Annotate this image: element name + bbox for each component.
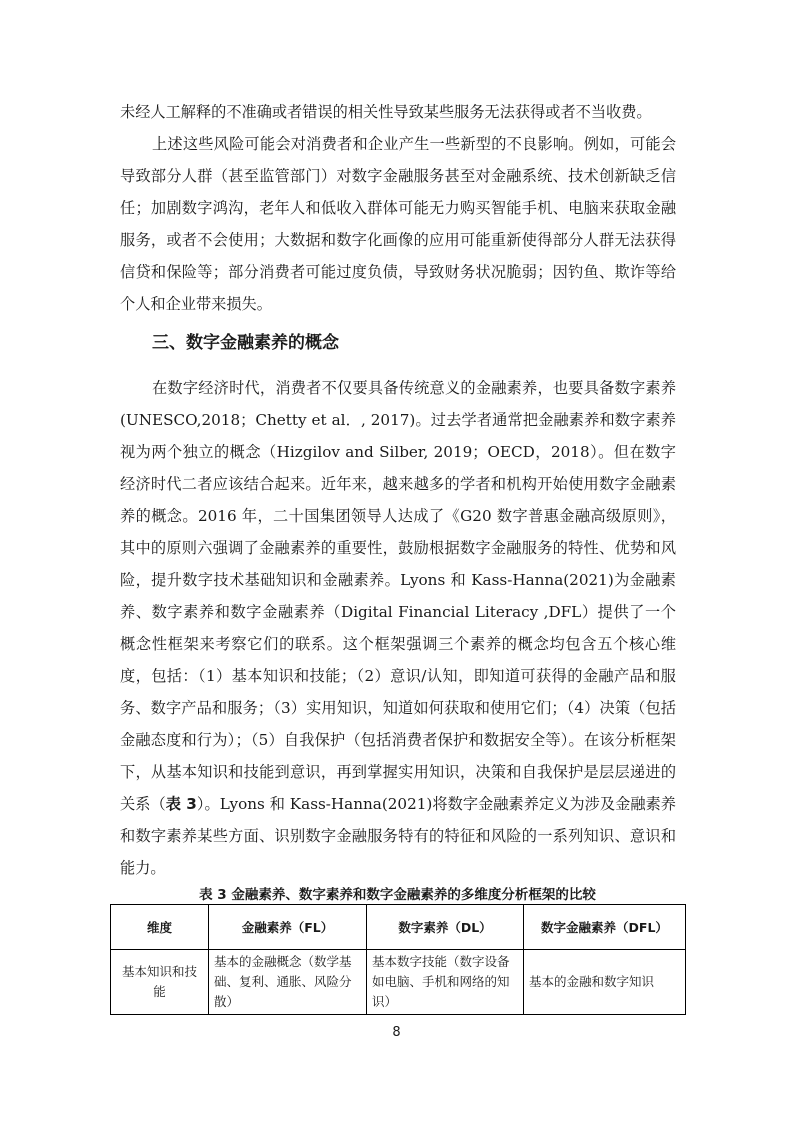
body-text-top — [120, 96, 676, 320]
table-header: 数字素养（DL） — [367, 905, 524, 950]
table-cell: 基本知识和技能 — [111, 950, 209, 1015]
table-cell: 基本数字技能（数字设备如电脑、手机和网络的知识） — [367, 950, 524, 1015]
comparison-table — [110, 904, 686, 1015]
paragraph-main — [120, 372, 676, 884]
table-header: 维度 — [111, 905, 209, 950]
table-cell: 基本的金融概念（数学基础、复利、通胀、风险分散） — [209, 950, 367, 1015]
paragraph-text: 在数字经济时代，消费者不仅要具备传统意义的金融素养，也要具备数字素养(UNESCO,2018；Chetty et al．, 2017)。过去学者通常把金融素养和数字素养视为两个独立的概念（Hizgilov and Silber, 2019；OECD，2018）。但在数字经济时代二者应该结合起来。近年来，越来越多的学者和机构开始使用数字金融素养的概念。2016 年，二十国集团领导人达成了《G20 数字普惠金融高级原则》，其中的原则六强调了金融素养的重要性，鼓励根据数字金融服务的特性、优势和风险，提升数字技术基础知识和金融素养。Lyons 和 Kass-Hanna(2021)为金融素养、数字素养和数字金融素养（Digital Financial Literacy ,DFL）提供了一个概念性框架来考察它们的联系。这个框架强调三个素养的概念均包含五个核心维度，包括：（1）基本知识和技能；（2）意识/认知，即知道可获得的金融产品和服务、数字产品和服务；（3）实用知识，知道如何获取和使用它们；（4）决策（包括金融态度和行为）；（5）自我保护（包括消费者保护和数据安全等）。在该分析框架下，从基本知识和技能到意识，再到掌握实用知识，决策和自我保护是层层递进的关系（ — [120, 379, 676, 813]
table-caption: 表 3 金融素养、数字素养和数字金融素养的多维度分析框架的比较 — [199, 887, 596, 903]
body-text-main — [120, 372, 676, 884]
page-number: 8 — [392, 1025, 401, 1040]
paragraph-text: ）。Lyons 和 Kass-Hanna(2021)将数字金融素养定义为涉及金融素养和数字素养某些方面、识别数字金融服务特有的特征和风险的一系列知识、意识和能力。 — [120, 795, 676, 877]
table-reference: 表 3 — [165, 795, 197, 813]
table-header: 数字金融素养（DFL） — [524, 905, 686, 950]
paragraph: 上述这些风险可能会对消费者和企业产生一些新型的不良影响。例如，可能会导致部分人群（甚至监管部门）对数字金融服务甚至对金融系统、技术创新缺乏信任；加剧数字鸿沟，老年人和低收入群体可能无力购买智能手机、电脑来获取金融服务，或者不会使用；大数据和数字化画像的应用可能重新使得部分人群无法获得信贷和保险等；部分消费者可能过度负债，导致财务状况脆弱；因钓鱼、欺诈等给个人和企业带来损失。 — [120, 135, 676, 313]
section-heading: 三、数字金融素养的概念 — [152, 333, 339, 353]
table-cell: 基本的金融和数字知识 — [524, 950, 686, 1015]
table-header: 金融素养（FL） — [209, 905, 367, 950]
table-row — [111, 950, 686, 1015]
table-header-row — [111, 905, 686, 950]
paragraph: 未经人工解释的不准确或者错误的相关性导致某些服务无法获得或者不当收费。 — [120, 103, 652, 121]
